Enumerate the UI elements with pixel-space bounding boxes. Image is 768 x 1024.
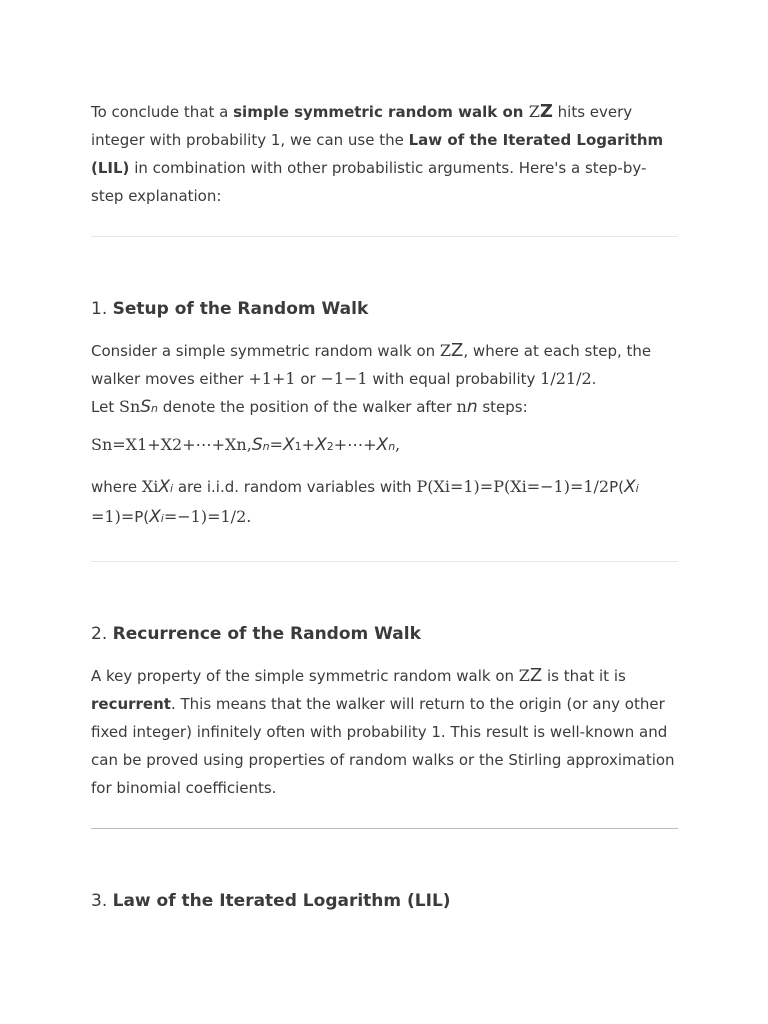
- math-sn-plain: Sn: [118, 397, 141, 416]
- intro-z-serif: Z: [528, 102, 540, 121]
- math-xi-plain: Xi: [141, 477, 159, 496]
- math-subscript: n: [151, 402, 159, 415]
- eq-plus-dots: +⋯+: [333, 435, 377, 454]
- math-plus-one: +1+1: [248, 369, 296, 388]
- eq-x: X: [376, 435, 389, 455]
- text: Let: [91, 398, 119, 416]
- math-half: 1/21/2: [540, 369, 592, 388]
- text: , where at each step, the walker moves either: [91, 342, 652, 388]
- math-z-serif: Z: [439, 341, 452, 360]
- text: with equal probability: [367, 370, 541, 388]
- math-x-italic: X: [624, 477, 636, 497]
- intro-text-1: To conclude that a: [91, 103, 234, 121]
- math-x-italic: X: [149, 507, 161, 527]
- section-title: Recurrence of the Random Walk: [112, 624, 421, 644]
- math-s-italic: S: [140, 397, 152, 417]
- setup-paragraph-1: [91, 337, 678, 423]
- math-subscript: i: [160, 512, 164, 525]
- math-z-serif: Z: [518, 666, 530, 685]
- math-subscript: i: [635, 482, 639, 495]
- intro-bold-1: simple symmetric random walk on: [233, 103, 529, 121]
- math-eq: =−1)=1/2.: [163, 507, 252, 526]
- section-heading-setup: [91, 295, 678, 323]
- text: denote the position of the walker after: [158, 398, 457, 416]
- intro-text-3: in combination with other probabilistic arguments. Here's a step-by-step explanation:: [91, 159, 647, 205]
- section-title: Law of the Iterated Logarithm (LIL): [112, 891, 451, 911]
- math-minus-one: −1−1: [320, 369, 368, 388]
- text: .: [591, 370, 597, 388]
- math-n-plain: n: [456, 397, 467, 416]
- eq-sub: n: [262, 440, 270, 453]
- eq-sub: n: [388, 440, 396, 453]
- eq-s: S: [251, 435, 263, 455]
- math-z: Z: [529, 665, 543, 686]
- section-number: 1.: [91, 299, 113, 319]
- section-heading-recurrence: [91, 620, 678, 648]
- section-number: 3.: [91, 891, 113, 911]
- text: . This means that the walker will return to the origin (or any other fixed integer) infinitely often with probability 1. This result is well-known and can be proved using properties of random walks or the Stirling approximation for binomial coefficients.: [91, 695, 675, 797]
- intro-text-2: hits every integer with probability 1, we can use the: [91, 103, 633, 149]
- eq-sub: 2: [326, 440, 334, 453]
- document-content: [91, 98, 678, 915]
- eq-comma: ,: [395, 435, 401, 454]
- equation-plain: Sn=X1+X2+⋯+Xn,: [91, 435, 252, 454]
- text: where: [91, 478, 142, 496]
- math-n-italic: n: [466, 397, 478, 417]
- intro-bold-2: Law of the Iterated Logarithm (LIL): [91, 131, 664, 177]
- bold-recurrent: recurrent: [91, 695, 171, 713]
- eq-sub: 1: [294, 440, 302, 453]
- text: Consider a simple symmetric random walk on: [91, 342, 440, 360]
- math-p: P(: [134, 508, 150, 526]
- section-heading-lil: [91, 887, 678, 915]
- math-eq: =1)=: [91, 507, 135, 526]
- eq-plus: +: [301, 435, 316, 454]
- math-x-italic: X: [158, 477, 171, 497]
- text: steps:: [477, 398, 528, 416]
- eq-x: X: [283, 435, 295, 455]
- text: A key property of the simple symmetric random walk on: [91, 667, 519, 685]
- section-title: Setup of the Random Walk: [112, 299, 369, 319]
- eq-equals: =: [269, 435, 283, 454]
- eq-x: X: [315, 435, 327, 455]
- math-z: Z: [451, 340, 464, 361]
- setup-paragraph-3: [91, 473, 678, 533]
- intro-paragraph: [91, 98, 678, 210]
- math-subscript: i: [170, 482, 174, 495]
- equation-display: [91, 431, 678, 461]
- math-p: P(: [609, 478, 624, 496]
- text: or: [295, 370, 321, 388]
- math-prob-plain: P(Xi=1)=P(Xi=−1)=1/2: [416, 477, 610, 496]
- section-number: 2.: [91, 624, 113, 644]
- text: are i.i.d. random variables with: [173, 478, 417, 496]
- recurrence-paragraph: [91, 662, 678, 802]
- intro-z-bold: Z: [539, 101, 553, 122]
- text: is that it is: [542, 667, 626, 685]
